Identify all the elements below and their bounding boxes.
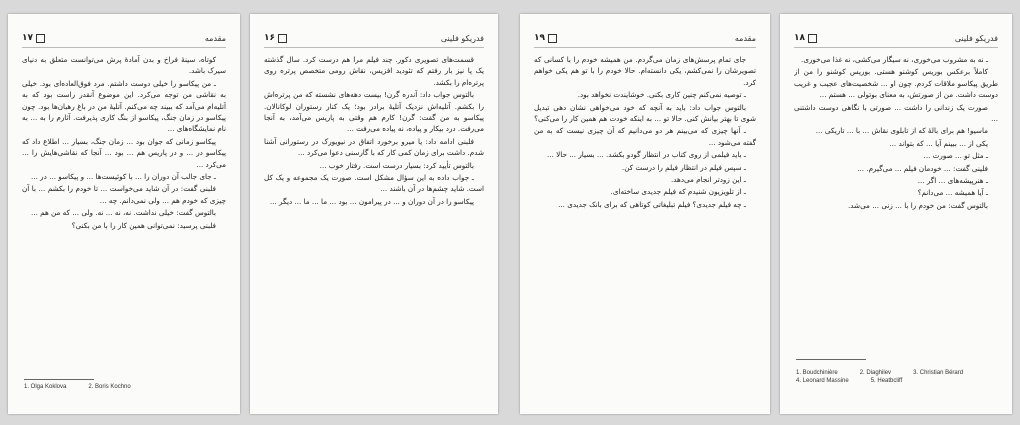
footnote-rule xyxy=(24,379,94,380)
paragraph: قسمت‌های تصویری دکور. چند فیلم مرا هم درست کرد. سال گذشته یک پا نیز بار رفتم که تئودید افزیس، نقاش رومی متخصص پرتره روی پرتره‌ام را بکشد. xyxy=(264,55,484,87)
paragraph: ماسیو! هم برای بالهٔ که از تابلوی نقاش ... با ... تاریکی ... xyxy=(815,126,988,136)
running-header xyxy=(264,32,484,48)
running-header xyxy=(22,32,226,48)
paragraph: بالتوس جواب داد: آندره گرن! بیست دهه‌های نشسته که من پرتره‌اش را بکشم. آتلیه‌اش نزدیک آتلیهٔ برادر بود؛ یک کنار رستوران لوکانالان. پیکاسو به من گفت: گرن! کارم هم وقتی به پاریس می‌آمد، به آنجا می‌رفت. درد بیکار و پیاده، نه پیاده می‌رفت ... xyxy=(264,90,484,134)
footnote-rule xyxy=(796,359,866,360)
paragraph: فلبنی گفت: در آن شاید می‌خواست ... تا خودم را بکشم ... با آن چیزی که خودم هم ... ولی نمی‌دانم. چه ... xyxy=(22,184,226,205)
paragraph: بالتوس تأیید کرد: بسیار درست است. رفتار خوب ... xyxy=(319,160,474,170)
footnote: 2. Boris Kochno xyxy=(88,384,131,390)
page-body xyxy=(264,54,484,394)
paragraph: ـ آیا همیشه ... می‌دانم؟ xyxy=(917,188,988,198)
footnote: 1. Boudchinière xyxy=(796,370,838,376)
paragraph: جای تمام پرسش‌های زمان می‌گردم. من همیشه خودم را با کسانی که تصویرشان را نمی‌کشم، یکی دانسته‌ام. حالا خودم را با تو هم یکی خواهم کرد. xyxy=(534,55,756,87)
paragraph: ـ هنرپیشه‌های ... اگر ... xyxy=(917,176,988,186)
paragraph: ـ از تلویزیون شنیدم که فیلم جدیدی ساخته‌ای. xyxy=(610,187,746,197)
paragraph: ـ باید فیلمی از روی کتاب در انتظار گودو بکشد. ... بسیار ... حالا ... xyxy=(547,150,746,160)
footnote: 3. Christian Bérard xyxy=(913,370,964,376)
page-17 xyxy=(8,14,240,414)
paragraph: پیکاسو زمانی که جوان بود ... زمان جنگ، بسیار ... اطلاع داد که پیکاسو در ... و در پاریس هم ... بود ... آنجا که نقاشی‌هایش را ... می‌کرد ... xyxy=(22,136,226,169)
paragraph: کوتاه، سینهٔ فراخ و بدن آمادهٔ پرش می‌توانست متعلق به دنیای سیرک باشد. xyxy=(22,55,226,76)
paragraph: ـ آنها چیزی که می‌بینم هر دو می‌دانیم که آن چیزی نیست که به من گفته می‌شود ... xyxy=(534,126,756,147)
page-number: ١٨ xyxy=(794,33,817,43)
running-header xyxy=(534,32,756,48)
running-title: مقدمه xyxy=(734,33,756,43)
page-18 xyxy=(780,14,1012,414)
paragraph: ـ این زودتر انجام می‌دهد. xyxy=(671,175,746,185)
paragraph: ـ نه به مشروب می‌خوری، نه سیگار می‌کشی، نه غذا می‌خوری. xyxy=(801,55,988,64)
square-glyph xyxy=(808,34,817,43)
square-glyph xyxy=(548,34,557,43)
paragraph: ـ سپس فیلم در انتظار فیلم را درست کن. xyxy=(621,162,746,172)
paragraph: فلبنی پرسید: نمی‌توانی همین کار را با من بکنی؟ xyxy=(71,220,216,230)
paragraph: ـ چه فیلم جدیدی؟ فیلم تبلیغاتی کوتاهی که برای بانک جدیدی ... xyxy=(558,199,746,209)
page-19 xyxy=(520,14,770,414)
footnote: 1. Olga Koklova xyxy=(24,384,67,390)
running-title: فدریکو فلینی xyxy=(440,33,484,43)
paragraph: پیکاسو را در آن دوران و ... در پیرامون ... بود ... ما ... ما ... دیگر ... xyxy=(269,196,474,206)
paragraph: ـ جواب داده به این سؤال مشکل است. صورت یک مجموعه و یک کل است. شاید چشم‌ها در آن باشند ... xyxy=(264,173,484,194)
running-header xyxy=(794,32,998,48)
footnote: 5. Heatbcliff xyxy=(870,378,903,384)
paragraph: بالتوس جواب داد: باید به آنچه که خود می‌خواهی نشان دهی تبدیل شوی تا بهتر بیانش کنی. حالا تو ... به اینکه خودت هم همین کار را می‌کنی؟ xyxy=(534,102,756,124)
square-glyph xyxy=(278,34,287,43)
paragraph: یکی از ... ببینم آیا ... که بتواند ... xyxy=(889,138,988,148)
paragraph: فلینی گفت: ... خودمان فیلم ... می‌گیرم. ... xyxy=(857,163,988,173)
page-number: ١۶ xyxy=(264,33,287,43)
running-title: مقدمه xyxy=(204,33,226,43)
page-body xyxy=(534,54,756,394)
page-body xyxy=(794,54,998,352)
paragraph: فلبنی ادامه داد: یا میرو برخورد اتفاق در نیویورک در رستورانی آشنا شدم. داشت برای زمان کمی کار که با گارسنی دعوا می‌کرد ... xyxy=(264,136,484,158)
paragraph: کاملاً برعکس بوریس کوشنو هستی. بوریس کوشنو را من از طریق پیکاسو ملاقات کردم. چون او ... شخصیت‌های عجیب و غریب دوست داشت. من از صورتش، به معنای بوتولی ... هستم ... xyxy=(794,67,998,100)
page-number: ١٧ xyxy=(22,33,45,43)
paragraph: ـ من پیکاسو را خیلی دوست داشتم. مرد فوق‌العاده‌ای بود. خیلی به نقاشی من توجه می‌کرد. این موضوع آنقدر راست بود که به آتلیه‌ام می‌آمد که ببیند چه می‌کنم. آتلیهٔ من در باغ رهبان‌ها بود. چون پیکاسو در زمان جنگ، پیکاسو از بنگ کاری پذیرفت. آثارم را به ... به نام نمایشگاه‌های ... xyxy=(22,78,226,134)
footnotes xyxy=(796,370,996,384)
page-body xyxy=(22,54,226,370)
square-glyph xyxy=(36,34,45,43)
paragraph: بالتوس گفت: من خودم را با ... زنی ... می‌شد. xyxy=(847,200,988,210)
running-title: فدریکو فلینی xyxy=(954,33,998,43)
paragraph: ـ توصیه نمی‌کنم چنین کاری بکنی. خوشایندت نخواهد بود. xyxy=(577,90,746,100)
page-number: ١٩ xyxy=(534,33,557,43)
paragraph: ـ جای جالب آن دوران را ... با کوئیست‌ها ... و پیکاسو ... در ... xyxy=(31,172,216,182)
page-16 xyxy=(250,14,498,414)
paragraph: ـ مثل تو ... صورت ... xyxy=(923,151,988,161)
footnotes xyxy=(24,384,224,390)
footnote: 4. Leonard Massine xyxy=(796,378,849,384)
footnote: 2. Diaghilev xyxy=(859,370,892,376)
paragraph: صورت یک زندانی را داشت ... صورتی با نگاهی دوست داشتنی ... xyxy=(794,102,998,124)
paragraph: بالتوس گفت: خیلی نداشت. نه، نه ... نه. ولی ... که من هم ... xyxy=(31,208,216,218)
